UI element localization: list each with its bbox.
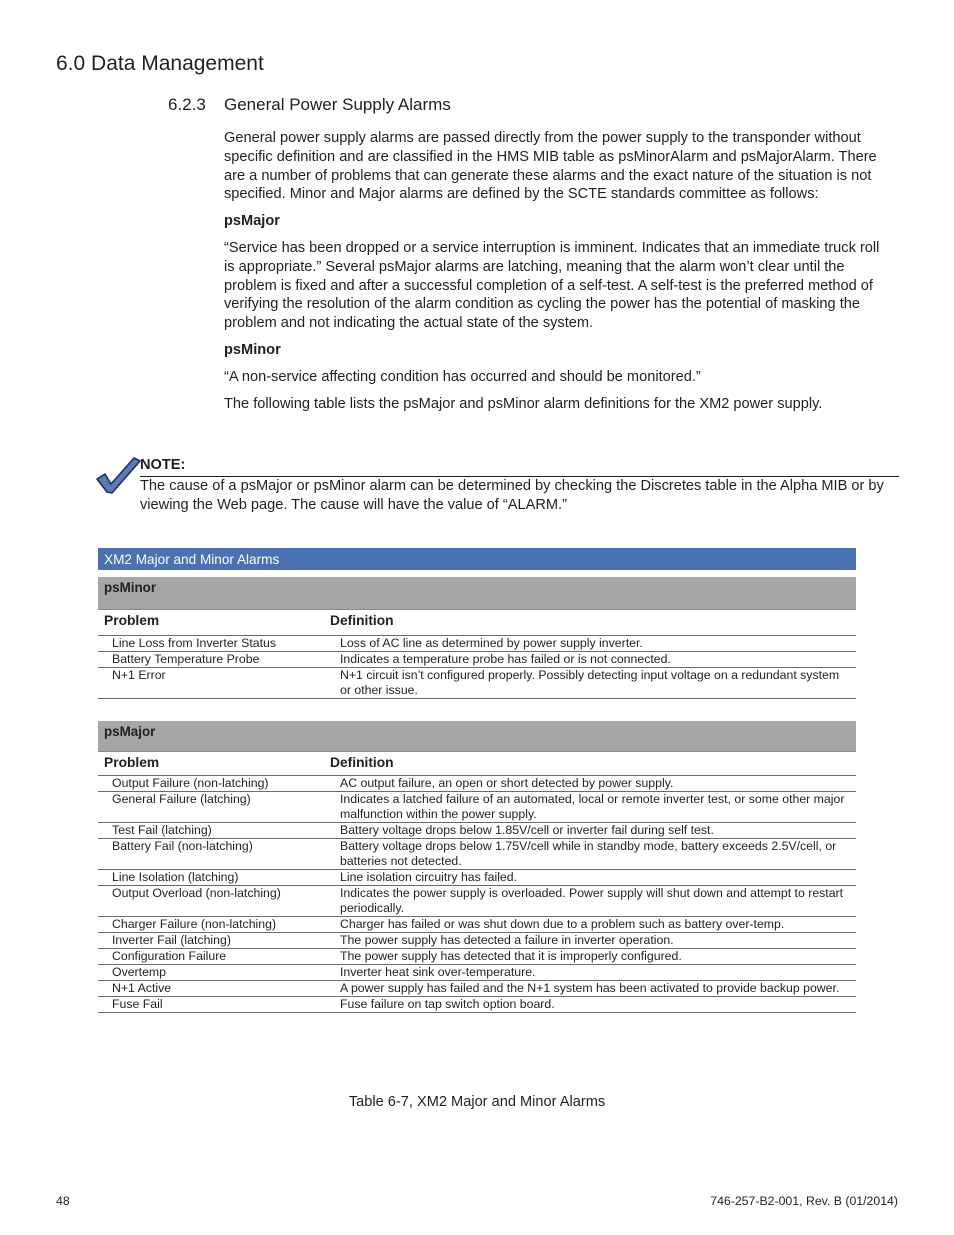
problem-cell: Line Loss from Inverter Status (98, 636, 328, 652)
definition-column-header: Definition (328, 610, 856, 636)
psmajor-definition: “Service has been dropped or a service interruption is imminent. Indicates that an immediate truck roll is appropriate.” Several psMajor alarms are latching, meaning that the alarm won’t clear until the problem is fixed and after a successful completion of a self-test. A self-test is the preferred method of verifying the resolution of the alarm condition as cycling the power has the potential of masking the problem and not indicating the actual state of the system. (224, 239, 880, 332)
table-title-row (98, 548, 856, 570)
problem-cell: Battery Fail (non-latching) (98, 839, 328, 870)
problem-cell: General Failure (latching) (98, 792, 328, 823)
alarms-table-minor (98, 548, 856, 699)
psminor-group-label: psMinor (98, 577, 856, 610)
table-row (98, 636, 856, 652)
definition-cell: The power supply has detected that it is improperly configured. (328, 949, 856, 965)
body-text (224, 129, 884, 421)
section-number: 6.2.3 (168, 95, 206, 114)
problem-column-header: Problem (98, 610, 328, 636)
table-row (98, 997, 856, 1013)
table-row (98, 949, 856, 965)
definition-cell: N+1 circuit isn’t configured properly. Possibly detecting input voltage on a redundant system or other issue. (328, 668, 856, 699)
table-row (98, 823, 856, 839)
table-row (98, 981, 856, 997)
alarms-table-major (98, 721, 856, 1013)
table-row (98, 668, 856, 699)
table-row (98, 652, 856, 668)
column-header-row (98, 752, 856, 776)
problem-column-header: Problem (98, 752, 328, 776)
problem-cell: Charger Failure (non-latching) (98, 917, 328, 933)
psmajor-rows (98, 776, 856, 1013)
problem-cell: Fuse Fail (98, 997, 328, 1013)
definition-cell: Charger has failed or was shut down due to a problem such as battery over-temp. (328, 917, 856, 933)
table-row (98, 933, 856, 949)
section-title: General Power Supply Alarms (224, 95, 451, 114)
section-heading (168, 95, 451, 115)
page-number: 48 (56, 1194, 70, 1208)
note-box (94, 455, 899, 525)
problem-cell: Output Overload (non-latching) (98, 886, 328, 917)
definition-cell: The power supply has detected a failure in inverter operation. (328, 933, 856, 949)
psminor-group-row (98, 577, 856, 610)
table-caption: Table 6-7, XM2 Major and Minor Alarms (348, 1094, 606, 1110)
table-row (98, 776, 856, 792)
problem-cell: Line Isolation (latching) (98, 870, 328, 886)
table-row (98, 839, 856, 870)
note-text: The cause of a psMajor or psMinor alarm can be determined by checking the Discretes table in the Alpha MIB or by viewing the Web page. The cause will have the value of “ALARM.” (140, 478, 884, 513)
definition-cell: Indicates a latched failure of an automated, local or remote inverter test, or some other major malfunction within the power supply. (328, 792, 856, 823)
checkmark-icon (94, 455, 142, 497)
psminor-term: psMinor (224, 341, 281, 358)
definition-cell: Inverter heat sink over-temperature. (328, 965, 856, 981)
psmajor-term: psMajor (224, 213, 280, 230)
table-row (98, 886, 856, 917)
definition-cell: A power supply has failed and the N+1 system has been activated to provide backup power. (328, 981, 856, 997)
table-row (98, 870, 856, 886)
problem-cell: Configuration Failure (98, 949, 328, 965)
definition-cell: Battery voltage drops below 1.85V/cell or inverter fail during self test. (328, 823, 856, 839)
intro-paragraph: General power supply alarms are passed directly from the power supply to the transponder without specific definition and are classified in the HMS MIB table as psMinorAlarm and psMajorAlarm. There are a number of problems that can generate these alarms and the exact nature of the situation is not specified. Minor and Major alarms are defined by the SCTE standards committee as follows: (224, 130, 877, 203)
definition-column-header: Definition (328, 752, 856, 776)
definition-cell: Line isolation circuitry has failed. (328, 870, 856, 886)
spacer-row (98, 570, 856, 577)
problem-cell: Inverter Fail (latching) (98, 933, 328, 949)
column-header-row (98, 610, 856, 636)
problem-cell: Overtemp (98, 965, 328, 981)
definition-cell: Indicates the power supply is overloaded. Power supply will shut down and attempt to restart periodically. (328, 886, 856, 917)
definition-cell: Fuse failure on tap switch option board. (328, 997, 856, 1013)
definition-cell: Battery voltage drops below 1.75V/cell while in standby mode, battery exceeds 2.5V/cell, or batteries not detected. (328, 839, 856, 870)
definition-cell: Indicates a temperature probe has failed or is not connected. (328, 652, 856, 668)
document-id: 746-257-B2-001, Rev. B (01/2014) (710, 1194, 898, 1208)
page-heading: 6.0 Data Management (56, 52, 264, 75)
note-label: NOTE: (140, 457, 186, 473)
table-title: XM2 Major and Minor Alarms (98, 548, 856, 570)
problem-cell: Output Failure (non-latching) (98, 776, 328, 792)
psmajor-group-row (98, 721, 856, 752)
psminor-rows (98, 636, 856, 699)
psmajor-group-label: psMajor (98, 721, 856, 752)
table-row (98, 792, 856, 823)
problem-cell: N+1 Active (98, 981, 328, 997)
psminor-definition: “A non-service affecting condition has occurred and should be monitored.” (224, 368, 701, 385)
problem-cell: N+1 Error (98, 668, 328, 699)
definition-cell: AC output failure, an open or short detected by power supply. (328, 776, 856, 792)
definition-cell: Loss of AC line as determined by power supply inverter. (328, 636, 856, 652)
problem-cell: Test Fail (latching) (98, 823, 328, 839)
table-lead-paragraph: The following table lists the psMajor and psMinor alarm definitions for the XM2 power supply. (224, 395, 823, 412)
table-row (98, 917, 856, 933)
problem-cell: Battery Temperature Probe (98, 652, 328, 668)
table-row (98, 965, 856, 981)
